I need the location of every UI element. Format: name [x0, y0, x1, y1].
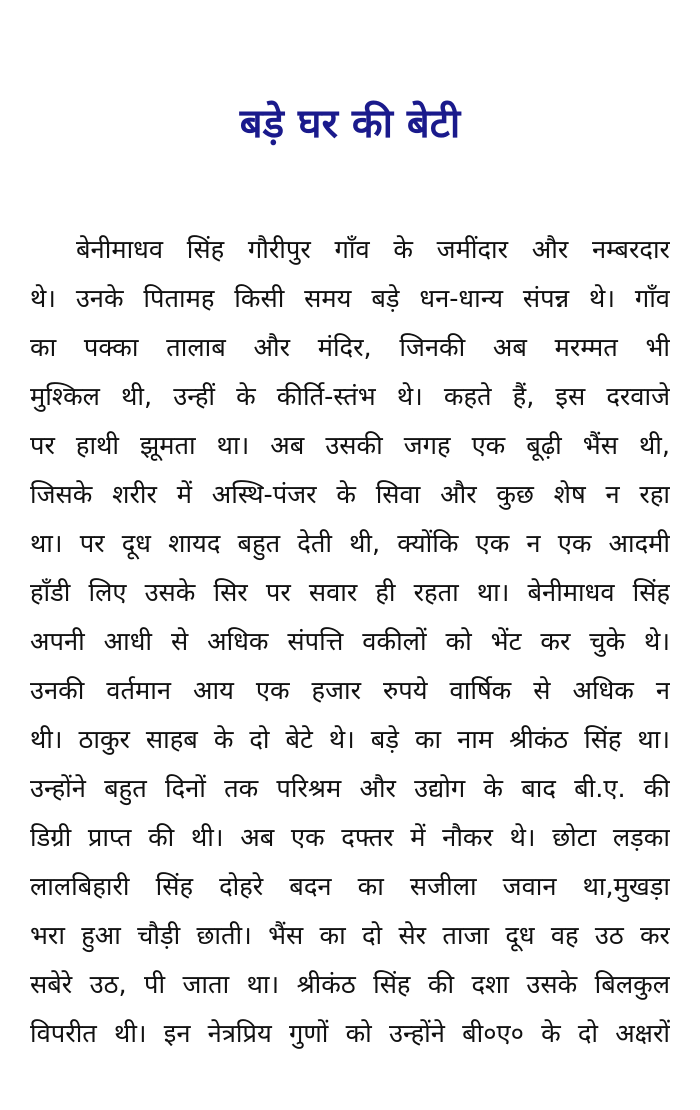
- paragraph-line: बेनीमाधव सिंह गौरीपुर गाँव के जमींदार और नम्बरदार: [76, 235, 670, 265]
- paragraph-line: मुश्किल थी, उन्हीं के कीर्ति-स्तंभ थे। कहते हैं, इस दरवाजे: [30, 382, 670, 412]
- paragraph-line: का पक्का तालाब और मंदिर, जिनकी अब मरम्मत भी: [30, 333, 670, 363]
- paragraph-line: सबेरे उठ, पी जाता था। श्रीकंठ सिंह की दशा उसके बिलकुल: [30, 970, 670, 1000]
- paragraph-line: भरा हुआ चौड़ी छाती। भैंस का दो सेर ताजा दूध वह उठ कर: [30, 921, 670, 951]
- paragraph-line: उनकी वर्तमान आय एक हजार रुपये वार्षिक से अधिक न: [30, 676, 670, 706]
- paragraph-line: लालबिहारी सिंह दोहरे बदन का सजीला जवान था,मुखड़ा: [30, 872, 670, 902]
- paragraph-line: हाँडी लिए उसके सिर पर सवार ही रहता था। बेनीमाधव सिंह: [30, 578, 670, 608]
- story-paragraph: [30, 226, 670, 1059]
- paragraph-line: विपरीत थी। इन नेत्रप्रिय गुणों को उन्होंने बी०ए० के दो अक्षरों: [30, 1019, 670, 1049]
- story-title: बड़े घर की बेटी: [239, 101, 461, 147]
- paragraph-line: उन्होंने बहुत दिनों तक परिश्रम और उद्योग के बाद बी.ए. की: [30, 774, 670, 804]
- paragraph-line: पर हाथी झूमता था। अब उसकी जगह एक बूढ़ी भैंस थी,: [30, 431, 670, 461]
- paragraph-line: जिसके शरीर में अस्थि-पंजर के सिवा और कुछ शेष न रहा: [30, 480, 670, 510]
- paragraph-line: थी। ठाकुर साहब के दो बेटे थे। बड़े का नाम श्रीकंठ सिंह था।: [30, 725, 670, 755]
- paragraph-line: अपनी आधी से अधिक संपत्ति वकीलों को भेंट कर चुके थे।: [30, 627, 670, 657]
- paragraph-line: था। पर दूध शायद बहुत देती थी, क्योंकि एक न एक आदमी: [30, 529, 670, 559]
- paragraph-line: डिग्री प्राप्त की थी। अब एक दफ्तर में नौकर थे। छोटा लड़का: [30, 823, 670, 853]
- paragraph-line: थे। उनके पितामह किसी समय बड़े धन-धान्य संपन्न थे। गाँव: [30, 284, 670, 314]
